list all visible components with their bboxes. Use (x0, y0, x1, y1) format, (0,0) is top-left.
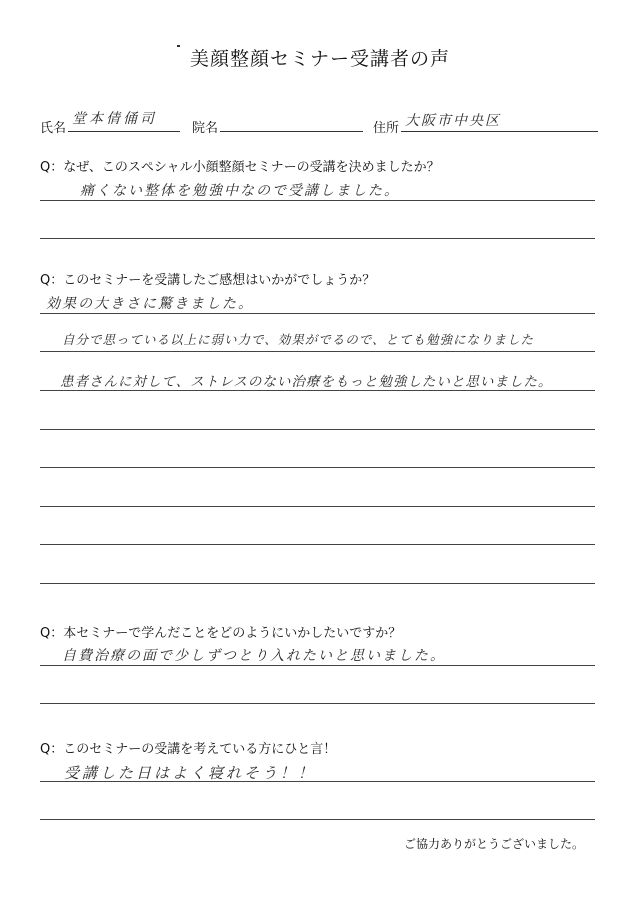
address-label: 住所 (373, 121, 400, 136)
answer-3-line-1: 自費治療の面で少しずつとり入れたいと思いました。 (62, 648, 446, 664)
answer-rule (40, 200, 595, 201)
clinic-underline (220, 131, 363, 132)
clinic-label: 院名 (192, 121, 219, 136)
answer-2-line-1: 効果の大きさに驚きました。 (46, 296, 254, 312)
thanks-note: ご協力ありがとうございました。 (404, 837, 585, 851)
answer-1-line-1: 痛くない整体を勉強中なので受講しました。 (80, 183, 400, 199)
answer-rule (40, 703, 595, 704)
answer-rule (40, 390, 595, 391)
answer-rule (40, 665, 595, 666)
question-1: Q：なぜ、このスペシャル小顔整顔セミナーの受講を決めましたか？ (40, 160, 440, 175)
page-title: 美顔整顔セミナー受講者の声 (189, 48, 450, 70)
answer-rule (40, 238, 595, 239)
answer-rule (40, 583, 595, 584)
question-4: Q：このセミナーの受講を考えている方にひと言！ (40, 742, 337, 757)
answer-rule (40, 544, 595, 545)
answer-rule (40, 506, 595, 507)
answer-2-line-2: 自分で思っている以上に弱い力で、効果がでるので、とても勉強になりました (62, 332, 535, 347)
question-3: Q：本セミナーで学んだことをどのようにいかしたいですか？ (40, 626, 402, 641)
address-underline (401, 131, 598, 132)
answer-4-line-1: 受講した日はよく寝れそう！！ (64, 764, 317, 782)
answer-2-line-3: 患者さんに対して、ストレスのない治療をもっと勉強したいと思いました。 (60, 374, 553, 390)
address-value: 大阪市中央区 (405, 113, 501, 129)
answer-rule (40, 781, 595, 782)
answer-rule (40, 351, 595, 352)
name-label: 氏名 (40, 121, 67, 136)
answer-rule (40, 429, 595, 430)
name-value: 堂本倩俑司 (72, 111, 157, 127)
name-underline (68, 131, 180, 132)
answer-rule (40, 313, 595, 314)
answer-rule (40, 819, 595, 820)
question-2: Q：このセミナーを受講したご感想はいかがでしょうか？ (40, 273, 376, 288)
answer-rule (40, 467, 595, 468)
